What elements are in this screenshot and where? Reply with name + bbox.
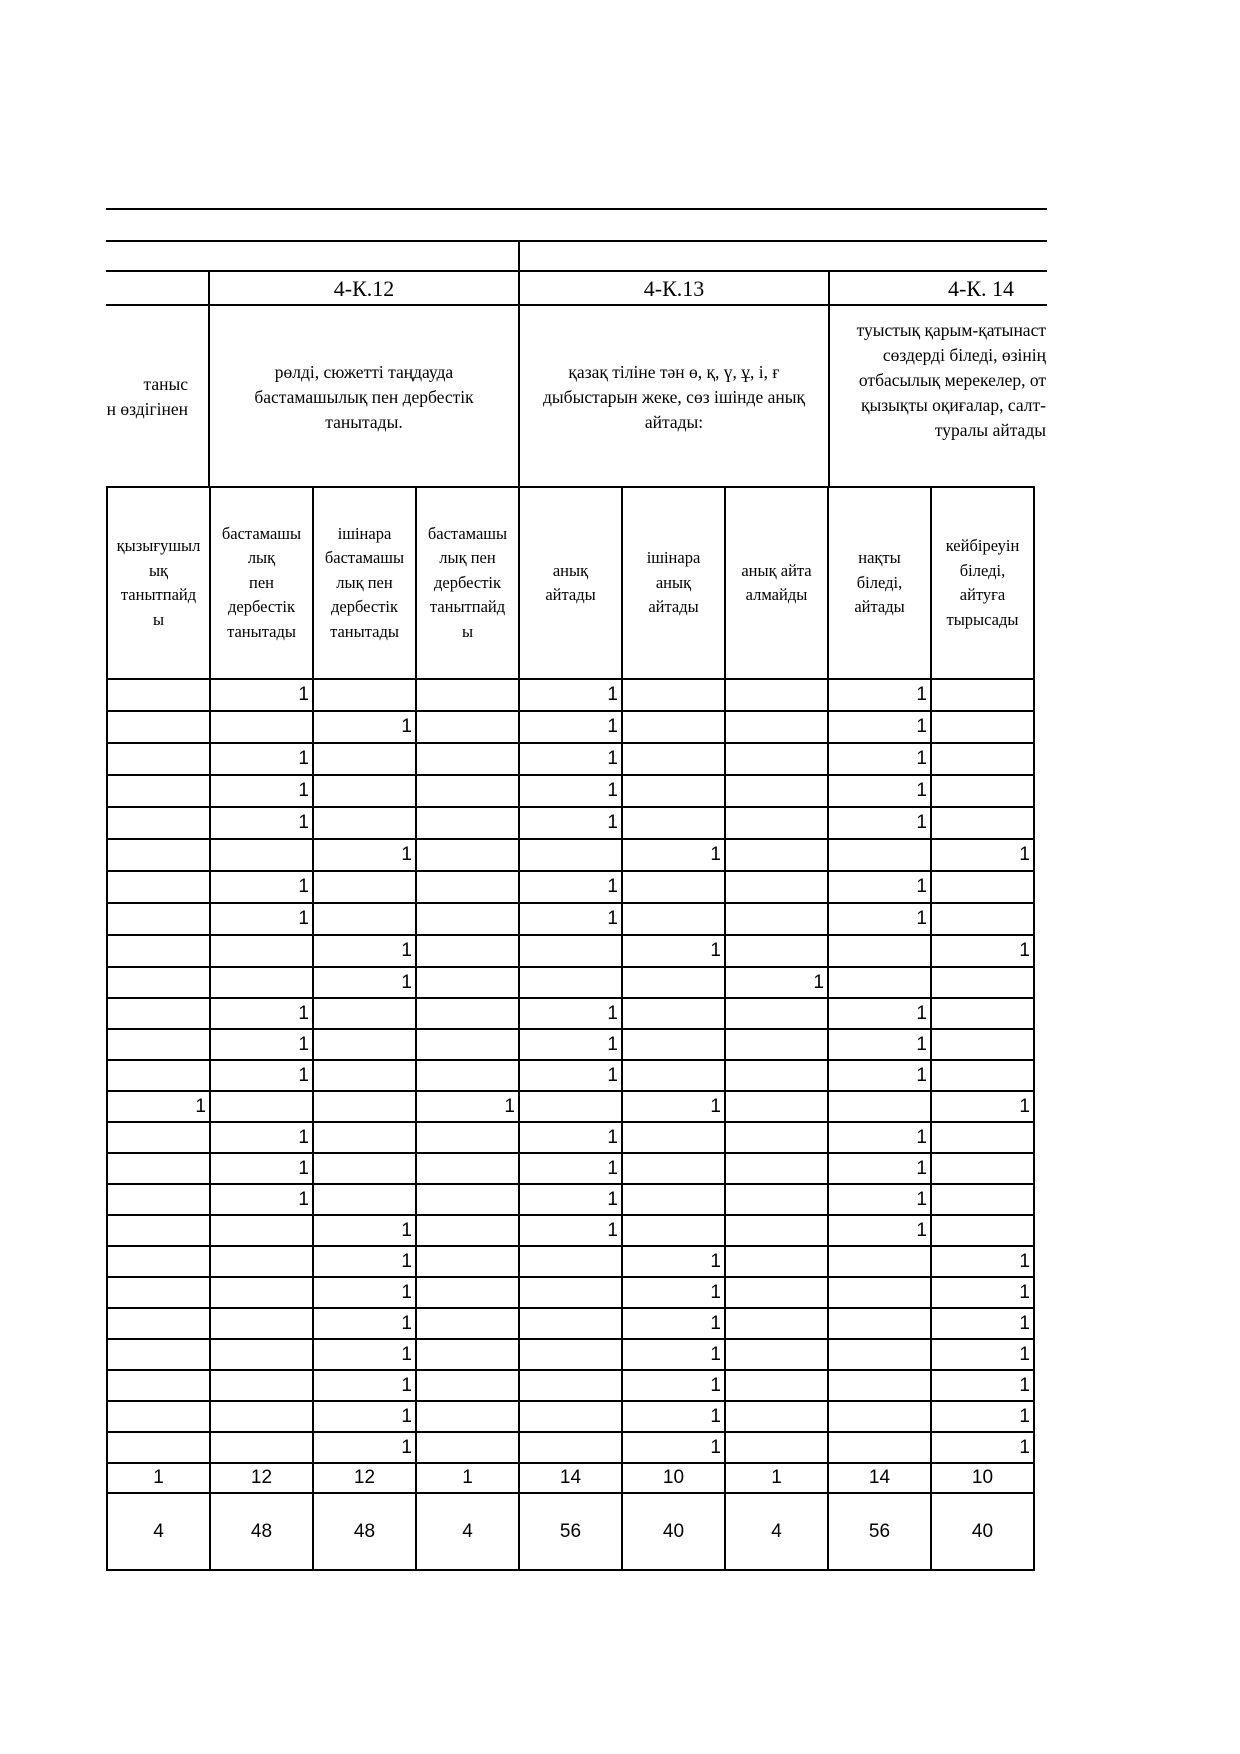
table-cell: 1 bbox=[313, 1401, 416, 1432]
table-row bbox=[107, 711, 1034, 743]
table-cell bbox=[107, 1277, 210, 1308]
table-cell: 1 bbox=[931, 1432, 1034, 1463]
table-cell: 1 bbox=[622, 1246, 725, 1277]
table-cell bbox=[313, 1029, 416, 1060]
table-cell bbox=[725, 1153, 828, 1184]
table-cell bbox=[725, 1122, 828, 1153]
table-cell bbox=[416, 1308, 519, 1339]
table-cell: 1 bbox=[828, 871, 931, 903]
table-cell bbox=[313, 1153, 416, 1184]
group-description-text: туыстық қарым-қатынаст сөздерді біледі, өзінің отбасылық мерекелер, от қызықты оқиғалар, салт- туралы айтады bbox=[856, 320, 1046, 440]
level-header: қызығушыл ық танытпайд ы bbox=[107, 487, 210, 679]
table-cell: 1 bbox=[210, 1122, 313, 1153]
table-cell: 1 bbox=[210, 807, 313, 839]
table-cell: 1 bbox=[210, 1153, 313, 1184]
table-cell bbox=[931, 967, 1034, 998]
table-cell: 1 bbox=[519, 711, 622, 743]
table-cell: 1 bbox=[828, 1029, 931, 1060]
table-cell bbox=[416, 679, 519, 711]
table-cell: 1 bbox=[313, 1215, 416, 1246]
section-rule bbox=[106, 240, 1047, 242]
table-cell bbox=[416, 1184, 519, 1215]
percentage-cell: 48 bbox=[210, 1493, 313, 1570]
table-row bbox=[107, 775, 1034, 807]
table-cell bbox=[828, 967, 931, 998]
table-row bbox=[107, 1060, 1034, 1091]
table-cell bbox=[210, 839, 313, 871]
table-cell: 1 bbox=[519, 998, 622, 1029]
table-cell bbox=[416, 903, 519, 935]
table-cell bbox=[519, 1091, 622, 1122]
table-cell bbox=[725, 935, 828, 967]
table-cell: 1 bbox=[931, 1091, 1034, 1122]
table-cell bbox=[416, 711, 519, 743]
table-cell bbox=[210, 1432, 313, 1463]
table-cell bbox=[210, 1277, 313, 1308]
table-cell: 1 bbox=[828, 1153, 931, 1184]
level-header: ішінара анық айтады bbox=[622, 487, 725, 679]
table-cell bbox=[725, 1246, 828, 1277]
table-cell: 1 bbox=[931, 1339, 1034, 1370]
table-cell: 1 bbox=[622, 1308, 725, 1339]
percentage-cell: 40 bbox=[931, 1493, 1034, 1570]
percentage-cell: 4 bbox=[416, 1493, 519, 1570]
table-cell bbox=[210, 1339, 313, 1370]
group-description bbox=[830, 318, 1047, 468]
total-cell: 1 bbox=[107, 1463, 210, 1493]
table-cell: 1 bbox=[828, 807, 931, 839]
table-cell bbox=[725, 775, 828, 807]
table-cell: 1 bbox=[210, 871, 313, 903]
table-cell: 1 bbox=[416, 1091, 519, 1122]
table-cell bbox=[107, 1060, 210, 1091]
table-cell: 1 bbox=[519, 903, 622, 935]
table-cell bbox=[622, 1122, 725, 1153]
level-header: бастамашы лық пен дербестік танытпайд ы bbox=[416, 487, 519, 679]
table-row bbox=[107, 1184, 1034, 1215]
table-cell bbox=[416, 1339, 519, 1370]
table-row bbox=[107, 1153, 1034, 1184]
table-cell: 1 bbox=[519, 1153, 622, 1184]
table-cell bbox=[725, 1029, 828, 1060]
table-row bbox=[107, 871, 1034, 903]
table-cell: 1 bbox=[622, 1401, 725, 1432]
table-cell bbox=[416, 1401, 519, 1432]
table-cell bbox=[416, 1029, 519, 1060]
table-cell bbox=[107, 871, 210, 903]
percentage-cell: 48 bbox=[313, 1493, 416, 1570]
table-cell bbox=[519, 1308, 622, 1339]
table-cell bbox=[622, 903, 725, 935]
table-cell bbox=[107, 1339, 210, 1370]
table-cell bbox=[210, 967, 313, 998]
table-cell bbox=[828, 1401, 931, 1432]
table-cell bbox=[725, 711, 828, 743]
table-cell bbox=[210, 1215, 313, 1246]
table-cell bbox=[107, 998, 210, 1029]
table-cell: 1 bbox=[210, 903, 313, 935]
table-cell bbox=[931, 743, 1034, 775]
table-cell bbox=[931, 1029, 1034, 1060]
table-row bbox=[107, 1308, 1034, 1339]
table-cell: 1 bbox=[519, 1215, 622, 1246]
table-cell bbox=[519, 1246, 622, 1277]
table-cell: 1 bbox=[313, 1308, 416, 1339]
table-cell: 1 bbox=[210, 1060, 313, 1091]
table-cell bbox=[828, 1091, 931, 1122]
table-cell bbox=[931, 679, 1034, 711]
table-cell bbox=[828, 1277, 931, 1308]
table-cell bbox=[107, 935, 210, 967]
table-row bbox=[107, 1029, 1034, 1060]
table-cell bbox=[107, 1215, 210, 1246]
table-cell: 1 bbox=[519, 1184, 622, 1215]
table-cell bbox=[622, 1029, 725, 1060]
table-cell bbox=[622, 1215, 725, 1246]
table-row bbox=[107, 903, 1034, 935]
total-cell: 12 bbox=[210, 1463, 313, 1493]
table-cell bbox=[622, 998, 725, 1029]
table-cell bbox=[416, 839, 519, 871]
table-cell bbox=[313, 871, 416, 903]
percentage-cell: 56 bbox=[828, 1493, 931, 1570]
total-cell: 1 bbox=[416, 1463, 519, 1493]
table-cell: 1 bbox=[519, 679, 622, 711]
table-cell bbox=[931, 1153, 1034, 1184]
table-cell bbox=[931, 871, 1034, 903]
table-cell bbox=[416, 1277, 519, 1308]
table-cell bbox=[725, 1277, 828, 1308]
table-cell: 1 bbox=[210, 1029, 313, 1060]
table-cell bbox=[107, 967, 210, 998]
table-cell bbox=[725, 1091, 828, 1122]
table-cell bbox=[725, 807, 828, 839]
table-cell: 1 bbox=[828, 711, 931, 743]
table-cell: 1 bbox=[519, 743, 622, 775]
table-cell: 1 bbox=[931, 839, 1034, 871]
table-cell bbox=[622, 807, 725, 839]
table-cell bbox=[313, 1091, 416, 1122]
table-cell bbox=[622, 1184, 725, 1215]
table-cell bbox=[416, 1215, 519, 1246]
percentage-cell: 4 bbox=[725, 1493, 828, 1570]
table-row bbox=[107, 1091, 1034, 1122]
table-cell bbox=[107, 711, 210, 743]
table-cell bbox=[107, 679, 210, 711]
percentage-cell: 4 bbox=[107, 1493, 210, 1570]
table-cell: 1 bbox=[828, 679, 931, 711]
table-cell bbox=[313, 903, 416, 935]
table-cell bbox=[725, 1060, 828, 1091]
table-cell: 1 bbox=[210, 775, 313, 807]
level-header: бастамашы лық пен дербестік танытады bbox=[210, 487, 313, 679]
table-cell bbox=[931, 807, 1034, 839]
table-cell: 1 bbox=[210, 679, 313, 711]
table-cell bbox=[210, 1401, 313, 1432]
table-cell bbox=[107, 1029, 210, 1060]
table-cell bbox=[416, 967, 519, 998]
group-description bbox=[210, 308, 518, 486]
table-cell bbox=[931, 711, 1034, 743]
table-cell bbox=[519, 1401, 622, 1432]
table-cell: 1 bbox=[622, 1339, 725, 1370]
table-cell bbox=[416, 1370, 519, 1401]
table-cell bbox=[107, 1432, 210, 1463]
table-cell bbox=[519, 1432, 622, 1463]
percentage-cell: 40 bbox=[622, 1493, 725, 1570]
group-code: 4-К.12 bbox=[333, 276, 395, 301]
table-cell bbox=[210, 1370, 313, 1401]
table-cell bbox=[725, 839, 828, 871]
table-cell bbox=[210, 1246, 313, 1277]
table-cell: 1 bbox=[313, 1277, 416, 1308]
table-row bbox=[107, 1246, 1034, 1277]
table-cell: 1 bbox=[828, 1060, 931, 1091]
table-cell bbox=[107, 839, 210, 871]
table-cell bbox=[416, 998, 519, 1029]
table-cell bbox=[622, 743, 725, 775]
table-cell bbox=[416, 935, 519, 967]
total-cell: 14 bbox=[828, 1463, 931, 1493]
table-cell bbox=[107, 1184, 210, 1215]
table-cell: 1 bbox=[313, 967, 416, 998]
table-cell: 1 bbox=[313, 711, 416, 743]
table-cell bbox=[210, 935, 313, 967]
table-row bbox=[107, 1215, 1034, 1246]
table-cell bbox=[107, 1370, 210, 1401]
table-row bbox=[107, 839, 1034, 871]
table-cell bbox=[107, 1122, 210, 1153]
table-cell bbox=[828, 1308, 931, 1339]
table-cell bbox=[416, 1122, 519, 1153]
table-row bbox=[107, 998, 1034, 1029]
table-cell bbox=[107, 775, 210, 807]
table-cell bbox=[519, 935, 622, 967]
table-cell: 1 bbox=[519, 871, 622, 903]
table-cell bbox=[725, 1184, 828, 1215]
table-cell bbox=[622, 1060, 725, 1091]
top-rule bbox=[106, 208, 1047, 210]
table-cell bbox=[828, 1432, 931, 1463]
table-cell bbox=[931, 1184, 1034, 1215]
table-cell bbox=[931, 1060, 1034, 1091]
table-cell bbox=[416, 1060, 519, 1091]
level-header: нақты біледі, айтады bbox=[828, 487, 931, 679]
table-cell bbox=[107, 807, 210, 839]
table-cell bbox=[519, 1339, 622, 1370]
table-cell bbox=[622, 711, 725, 743]
table-cell: 1 bbox=[519, 807, 622, 839]
level-header: ішінара бастамашы лық пен дербестік танытады bbox=[313, 487, 416, 679]
table-cell bbox=[725, 679, 828, 711]
table-cell bbox=[313, 679, 416, 711]
percentage-cell: 56 bbox=[519, 1493, 622, 1570]
table-row bbox=[107, 967, 1034, 998]
table-cell: 1 bbox=[313, 1370, 416, 1401]
table-cell: 1 bbox=[828, 903, 931, 935]
table-cell bbox=[828, 839, 931, 871]
group-description bbox=[520, 308, 828, 486]
table-cell: 1 bbox=[622, 1370, 725, 1401]
group-code: 4-К. 14 bbox=[948, 276, 1014, 301]
group-description-text: қазақ тіліне тән ө, қ, ү, ұ, і, ғ дыбыстарын жеке, сөз ішінде анық айтады: bbox=[543, 361, 805, 432]
total-cell: 12 bbox=[313, 1463, 416, 1493]
table-cell bbox=[313, 807, 416, 839]
table-cell: 1 bbox=[210, 743, 313, 775]
group-description-text: таныс н өздігінен bbox=[106, 374, 188, 419]
table-cell bbox=[313, 1184, 416, 1215]
table-cell bbox=[210, 1308, 313, 1339]
total-cell: 10 bbox=[622, 1463, 725, 1493]
table-cell bbox=[725, 1432, 828, 1463]
table-cell bbox=[519, 967, 622, 998]
table-cell: 1 bbox=[622, 1091, 725, 1122]
table-cell: 1 bbox=[828, 998, 931, 1029]
table-cell: 1 bbox=[931, 1277, 1034, 1308]
table-cell bbox=[107, 903, 210, 935]
table-cell bbox=[107, 743, 210, 775]
table-row bbox=[107, 1339, 1034, 1370]
table-cell bbox=[313, 1060, 416, 1091]
table-cell bbox=[416, 1246, 519, 1277]
table-row bbox=[107, 1432, 1034, 1463]
level-header: кейбіреуін біледі, айтуға тырысады bbox=[931, 487, 1034, 679]
table-cell bbox=[210, 711, 313, 743]
percentage-row bbox=[107, 1493, 1034, 1570]
table-cell bbox=[416, 871, 519, 903]
table-cell: 1 bbox=[107, 1091, 210, 1122]
table-row bbox=[107, 1277, 1034, 1308]
table-cell bbox=[828, 1339, 931, 1370]
table-cell: 1 bbox=[622, 935, 725, 967]
table-cell bbox=[416, 743, 519, 775]
table-cell bbox=[725, 1370, 828, 1401]
table-cell bbox=[725, 743, 828, 775]
table-cell bbox=[416, 1432, 519, 1463]
table-cell: 1 bbox=[519, 775, 622, 807]
totals-row bbox=[107, 1463, 1034, 1493]
table-cell: 1 bbox=[519, 1060, 622, 1091]
table-cell bbox=[931, 775, 1034, 807]
table-cell bbox=[313, 1122, 416, 1153]
table-cell: 1 bbox=[725, 967, 828, 998]
table-cell bbox=[622, 775, 725, 807]
table-row bbox=[107, 1122, 1034, 1153]
table-cell bbox=[622, 871, 725, 903]
table-cell bbox=[931, 1215, 1034, 1246]
table-cell bbox=[725, 1401, 828, 1432]
table-cell: 1 bbox=[313, 1246, 416, 1277]
table-cell bbox=[725, 1215, 828, 1246]
table-cell bbox=[725, 1308, 828, 1339]
table-cell: 1 bbox=[622, 1432, 725, 1463]
table-cell bbox=[107, 1401, 210, 1432]
table-cell: 1 bbox=[931, 1370, 1034, 1401]
table-cell bbox=[828, 1370, 931, 1401]
table-cell bbox=[416, 807, 519, 839]
total-cell: 14 bbox=[519, 1463, 622, 1493]
table-cell: 1 bbox=[931, 1308, 1034, 1339]
table-cell bbox=[210, 1091, 313, 1122]
table-cell bbox=[107, 1246, 210, 1277]
table-row bbox=[107, 807, 1034, 839]
total-cell: 1 bbox=[725, 1463, 828, 1493]
table-cell bbox=[725, 998, 828, 1029]
table-cell bbox=[931, 998, 1034, 1029]
table-cell bbox=[725, 871, 828, 903]
level-header: анық айта алмайды bbox=[725, 487, 828, 679]
table-cell bbox=[107, 1308, 210, 1339]
table-cell bbox=[725, 903, 828, 935]
table-cell: 1 bbox=[519, 1029, 622, 1060]
table-cell bbox=[725, 1339, 828, 1370]
table-cell: 1 bbox=[313, 839, 416, 871]
table-cell bbox=[416, 775, 519, 807]
group-description bbox=[106, 308, 208, 486]
table-cell bbox=[313, 743, 416, 775]
table-cell: 1 bbox=[931, 1246, 1034, 1277]
table-cell: 1 bbox=[828, 1215, 931, 1246]
table-cell: 1 bbox=[313, 1432, 416, 1463]
table-cell bbox=[107, 1153, 210, 1184]
table-cell bbox=[519, 1277, 622, 1308]
table-cell bbox=[931, 1122, 1034, 1153]
table-cell bbox=[931, 903, 1034, 935]
table-row bbox=[107, 743, 1034, 775]
table-cell bbox=[519, 1370, 622, 1401]
table-cell bbox=[828, 1246, 931, 1277]
table-cell: 1 bbox=[313, 1339, 416, 1370]
subheader-row bbox=[107, 487, 1034, 679]
table-row bbox=[107, 1370, 1034, 1401]
level-header: анық айтады bbox=[519, 487, 622, 679]
table-cell: 1 bbox=[828, 1122, 931, 1153]
group-description-text: рөлді, сюжетті таңдауда бастамашылық пен дербестік танытады. bbox=[254, 361, 474, 432]
table-cell bbox=[828, 935, 931, 967]
table-cell: 1 bbox=[622, 1277, 725, 1308]
table-cell bbox=[313, 998, 416, 1029]
table-cell: 1 bbox=[931, 935, 1034, 967]
assessment-table bbox=[106, 486, 1035, 1571]
group-code: 4-К.13 bbox=[643, 276, 705, 301]
table-cell bbox=[519, 839, 622, 871]
table-cell bbox=[622, 1153, 725, 1184]
table-cell: 1 bbox=[931, 1401, 1034, 1432]
total-cell: 10 bbox=[931, 1463, 1034, 1493]
table-row bbox=[107, 679, 1034, 711]
table-cell: 1 bbox=[828, 1184, 931, 1215]
table-cell: 1 bbox=[210, 1184, 313, 1215]
table-row bbox=[107, 1401, 1034, 1432]
table-cell bbox=[622, 967, 725, 998]
table-cell: 1 bbox=[622, 839, 725, 871]
table-cell bbox=[416, 1153, 519, 1184]
table-cell bbox=[622, 679, 725, 711]
table-cell: 1 bbox=[828, 775, 931, 807]
table-cell: 1 bbox=[519, 1122, 622, 1153]
table-cell: 1 bbox=[313, 935, 416, 967]
table-cell bbox=[313, 775, 416, 807]
table-cell: 1 bbox=[210, 998, 313, 1029]
table-cell: 1 bbox=[828, 743, 931, 775]
table-row bbox=[107, 935, 1034, 967]
